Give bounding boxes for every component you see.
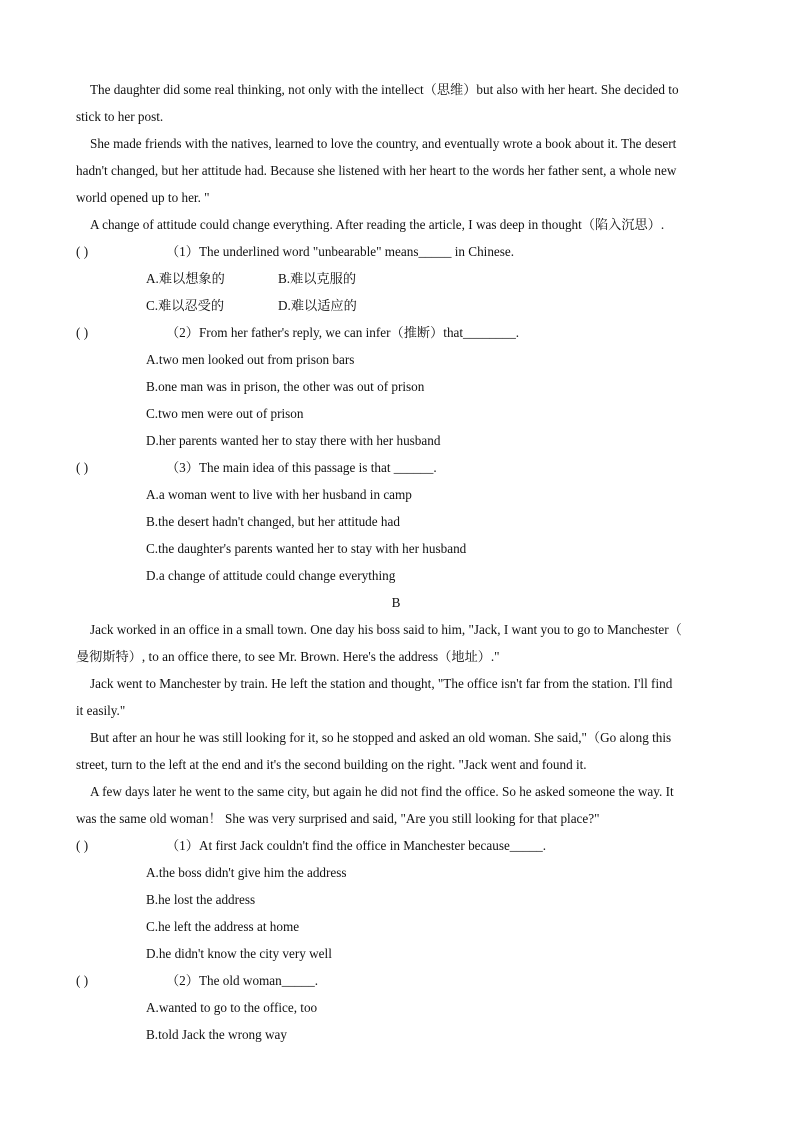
passage-b-line-2: 曼彻斯特）, to an office there, to see Mr. Brown. Here's the address（地址）." xyxy=(76,649,500,664)
question-text: （1）The underlined word "unbearable" means_____ in Chinese. xyxy=(166,244,515,259)
passage-a-line-1: The daughter did some real thinking, not only with the intellect（思维）but also with her heart. She decided to xyxy=(90,82,679,97)
option-a[interactable]: A.难以想象的 xyxy=(146,271,225,286)
passage-b-line-5: But after an hour he was still looking for it, so he stopped and asked an old woman. She said,"（Go along this xyxy=(90,730,672,745)
passage-a-line-5: world opened up to her. " xyxy=(76,190,210,205)
option-d[interactable]: D.a change of attitude could change everything xyxy=(146,568,396,583)
section-heading: B xyxy=(391,595,401,610)
question-b1 xyxy=(76,832,716,859)
answer-blank[interactable]: ( ) xyxy=(76,973,89,988)
option-c[interactable]: C.the daughter's parents wanted her to stay with her husband xyxy=(146,541,467,556)
answer-blank[interactable]: ( ) xyxy=(76,244,89,259)
option-d[interactable]: D.he didn't know the city very well xyxy=(146,946,332,961)
passage-a-line-3: She made friends with the natives, learned to love the country, and eventually wrote a book about it. The desert xyxy=(90,136,677,151)
option-a[interactable]: A.two men looked out from prison bars xyxy=(146,352,355,367)
question-b2 xyxy=(76,967,716,994)
question-a3 xyxy=(76,454,716,481)
passage-b-line-8: was the same old woman！ She was very surprised and said, "Are you still looking for that place?" xyxy=(76,811,600,826)
option-b[interactable]: B.told Jack the wrong way xyxy=(146,1027,288,1042)
answer-blank[interactable]: ( ) xyxy=(76,325,89,340)
question-a1 xyxy=(76,238,716,265)
question-text: （2）From her father's reply, we can infer（推断）that________. xyxy=(166,325,520,340)
question-text: （2）The old woman_____. xyxy=(166,973,319,988)
option-c[interactable]: C.two men were out of prison xyxy=(146,406,304,421)
passage-b-line-4: it easily." xyxy=(76,703,126,718)
answer-blank[interactable]: ( ) xyxy=(76,838,89,853)
option-b[interactable]: B.he lost the address xyxy=(146,892,256,907)
option-c[interactable]: C.难以忍受的 xyxy=(146,298,225,313)
passage-a-line-4: hadn't changed, but her attitude had. Because she listened with her heart to the words her father sent, a whole new xyxy=(76,163,677,178)
options-row xyxy=(76,292,716,319)
passage-b-line-3: Jack went to Manchester by train. He left the station and thought, "The office isn't far from the station. I'll find xyxy=(90,676,673,691)
question-text: （1）At first Jack couldn't find the office in Manchester because_____. xyxy=(166,838,547,853)
option-a[interactable]: A.a woman went to live with her husband in camp xyxy=(146,487,412,502)
page-content xyxy=(76,76,716,1048)
passage-b-line-7: A few days later he went to the same city, but again he did not find the office. So he asked someone the way. It xyxy=(90,784,674,799)
question-text: （3）The main idea of this passage is that ______. xyxy=(166,460,437,475)
option-d[interactable]: D.难以适应的 xyxy=(278,298,357,313)
passage-b-line-6: street, turn to the left at the end and it's the second building on the right. "Jack went and found it. xyxy=(76,757,587,772)
passage-a-line-2: stick to her post. xyxy=(76,109,164,124)
option-b[interactable]: B.one man was in prison, the other was out of prison xyxy=(146,379,425,394)
option-c[interactable]: C.he left the address at home xyxy=(146,919,300,934)
option-a[interactable]: A.the boss didn't give him the address xyxy=(146,865,347,880)
option-b[interactable]: B.the desert hadn't changed, but her attitude had xyxy=(146,514,400,529)
answer-blank[interactable]: ( ) xyxy=(76,460,89,475)
option-a[interactable]: A.wanted to go to the office, too xyxy=(146,1000,318,1015)
question-a2 xyxy=(76,319,716,346)
options-row xyxy=(76,265,716,292)
passage-b-line-1: Jack worked in an office in a small town. One day his boss said to him, "Jack, I want you to go to Manchester（ xyxy=(90,622,682,637)
passage-a-line-6: A change of attitude could change everything. After reading the article, I was deep in thought（陷入沉思）. xyxy=(90,217,665,232)
option-d[interactable]: D.her parents wanted her to stay there with her husband xyxy=(146,433,441,448)
option-b[interactable]: B.难以克服的 xyxy=(278,271,357,286)
